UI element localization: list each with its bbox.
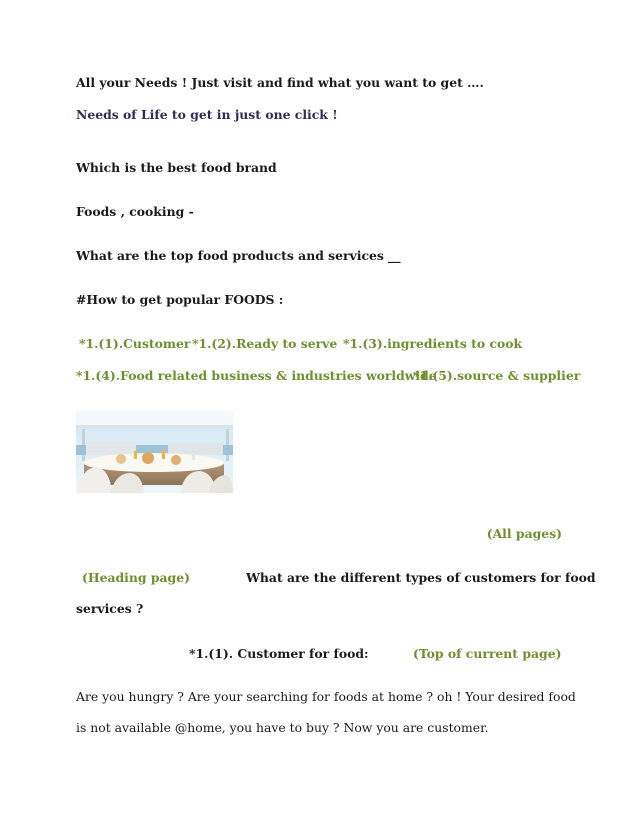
restaurant-image: [76, 411, 233, 493]
question-best-brand: Which is the best food brand: [76, 160, 277, 175]
foods-cooking-line: Foods , cooking -: [76, 204, 194, 219]
link-all-pages[interactable]: (All pages): [486, 526, 562, 541]
question-customer-types-cont: services ?: [76, 601, 144, 616]
intro-line: All your Needs ! Just visit and find what you want to get ….: [76, 75, 484, 90]
paragraph-line-2: is not available @home, you have to buy ? Now you are customer.: [76, 720, 489, 735]
tagline: Needs of Life to get in just one click !: [76, 107, 338, 122]
link-ready-to-serve[interactable]: *1.(2).Ready to serve: [192, 336, 338, 351]
link-customer[interactable]: *1.(1).Customer: [79, 336, 191, 351]
question-top-products: What are the top food products and services __: [76, 248, 401, 263]
link-top-of-page[interactable]: (Top of current page): [413, 646, 562, 661]
how-to-heading: #How to get popular FOODS :: [76, 292, 284, 307]
customer-for-food-heading: *1.(1). Customer for food:: [189, 646, 369, 661]
link-ingredients[interactable]: *1.(3).ingredients to cook: [343, 336, 523, 351]
link-food-business[interactable]: *1.(4).Food related business & industries worldwide: [76, 368, 437, 383]
restaurant-photo: [76, 411, 233, 493]
question-customer-types: What are the different types of customers for food: [246, 570, 596, 585]
link-heading-page[interactable]: (Heading page): [82, 570, 190, 585]
link-source-supplier[interactable]: *1.(5).source & supplier: [413, 368, 581, 383]
paragraph-line-1: Are you hungry ? Are your searching for foods at home ? oh ! Your desired food: [76, 689, 576, 704]
